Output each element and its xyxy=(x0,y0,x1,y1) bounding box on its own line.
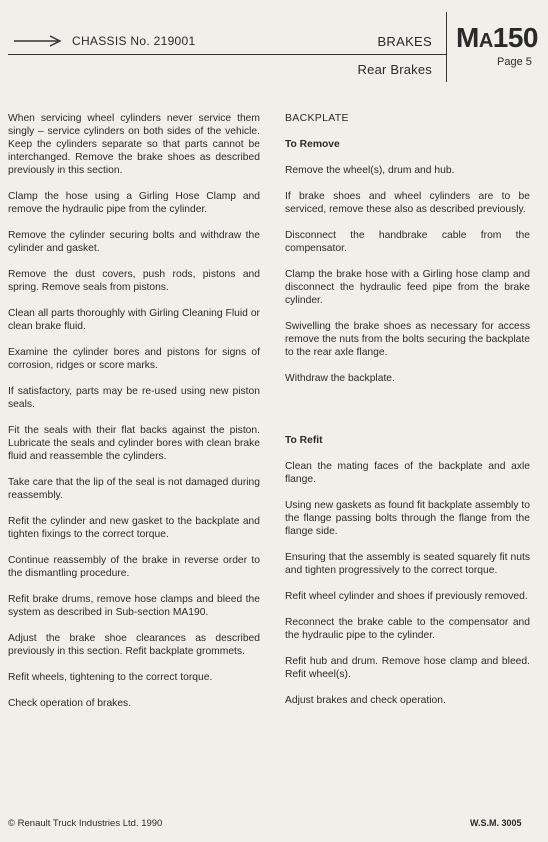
section-code-number: 150 xyxy=(492,22,538,53)
paragraph: Refit wheel cylinder and shoes if previously removed. xyxy=(285,591,528,602)
header-rule xyxy=(8,54,446,55)
paragraph: Remove the cylinder securing bolts and withdraw the cylinder and gasket. xyxy=(8,230,260,254)
paragraph: When servicing wheel cylinders never service them singly – service cylinders on both sides of the vehicle. Keep the cylinders separate so that parts cannot be interchanged. Remove the brake shoes as described previously in this section. xyxy=(8,113,260,176)
paragraph: Ensuring that the assembly is seated squarely fit nuts and tighten progressively to the correct torque. xyxy=(285,552,530,576)
copyright-notice: © Renault Truck Industries Ltd. 1990 xyxy=(8,818,163,829)
backplate-heading: BACKPLATE xyxy=(285,112,349,124)
manual-code: W.S.M. 3005 xyxy=(470,818,522,828)
chassis-number: CHASSIS No. 219001 xyxy=(72,34,196,48)
paragraph: Adjust brakes and check operation. xyxy=(285,695,446,706)
paragraph: Remove the dust covers, push rods, pistons and spring. Remove seals from pistons. xyxy=(8,269,260,293)
paragraph: Adjust the brake shoe clearances as described previously in this section. Refit backplate grommets. xyxy=(8,633,260,657)
paragraph: Clamp the hose using a Girling Hose Clamp and remove the hydraulic pipe from the cylinder. xyxy=(8,191,260,215)
right-column xyxy=(285,112,530,720)
to-remove-heading: To Remove xyxy=(285,139,340,150)
paragraph: Clamp the brake hose with a Girling hose clamp and disconnect the hydraulic feed pipe from the brake cylinder. xyxy=(285,269,530,306)
paragraph: Swivelling the brake shoes as necessary for access remove the nuts from the bolts securing the backplate to the rear axle flange. xyxy=(285,321,530,358)
paragraph: Fit the seals with their flat backs against the piston. Lubricate the seals and cylinder bores with clean brake fluid and reassemble the cylinders. xyxy=(8,425,260,462)
header-divider xyxy=(446,12,447,82)
section-spacer xyxy=(285,398,530,434)
paragraph: Disconnect the handbrake cable from the compensator. xyxy=(285,230,530,254)
page-header xyxy=(0,0,548,90)
left-column xyxy=(8,112,260,723)
paragraph: Remove the wheel(s), drum and hub. xyxy=(285,165,455,176)
paragraph: Reconnect the brake cable to the compensator and the hydraulic pipe to the cylinder. xyxy=(285,617,530,641)
paragraph: Clean the mating faces of the backplate and axle flange. xyxy=(285,461,530,485)
to-refit-heading: To Refit xyxy=(285,435,323,446)
section-code-mid: A xyxy=(478,30,493,52)
subsection-title: Rear Brakes xyxy=(357,62,432,77)
paragraph: Take care that the lip of the seal is not damaged during reassembly. xyxy=(8,477,260,501)
paragraph: Continue reassembly of the brake in reverse order to the dismantling procedure. xyxy=(8,555,260,579)
section-title: BRAKES xyxy=(377,34,432,49)
page-number: Page 5 xyxy=(497,56,532,68)
paragraph: Refit wheels, tightening to the correct torque. xyxy=(8,672,213,683)
section-code xyxy=(456,22,538,54)
paragraph: Check operation of brakes. xyxy=(8,698,132,709)
paragraph: Refit hub and drum. Remove hose clamp and bleed. Refit wheel(s). xyxy=(285,656,530,680)
paragraph: Refit the cylinder and new gasket to the backplate and tighten fixings to the correct torque. xyxy=(8,516,260,540)
arrow-right-icon xyxy=(14,34,62,48)
paragraph: Examine the cylinder bores and pistons for signs of corrosion, ridges or score marks. xyxy=(8,347,260,371)
section-code-prefix: M xyxy=(456,22,479,53)
paragraph: Clean all parts thoroughly with Girling Cleaning Fluid or clean brake fluid. xyxy=(8,308,260,332)
paragraph: Refit brake drums, remove hose clamps and bleed the system as described in Sub-section MA190. xyxy=(8,594,260,618)
paragraph: Using new gaskets as found fit backplate assembly to the flange passing bolts through the flange from the flange side. xyxy=(285,500,530,537)
paragraph: If brake shoes and wheel cylinders are to be serviced, remove these also as described previously. xyxy=(285,191,530,215)
paragraph: If satisfactory, parts may be re-used using new piston seals. xyxy=(8,386,260,410)
paragraph: Withdraw the backplate. xyxy=(285,373,395,384)
